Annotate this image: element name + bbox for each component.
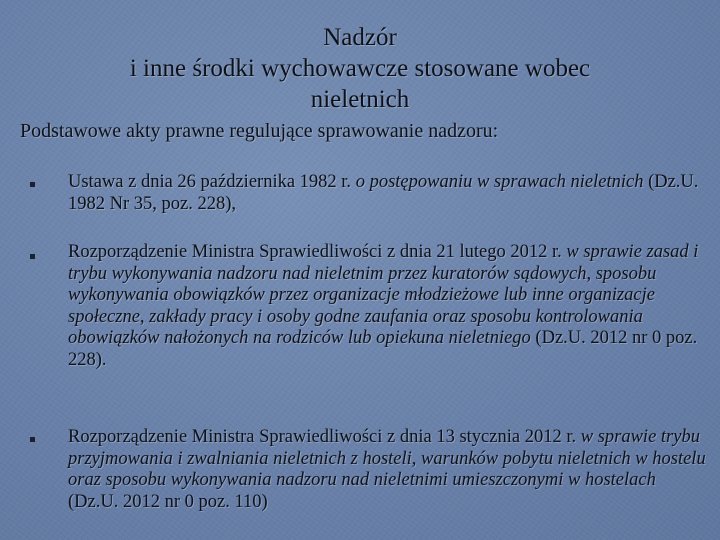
- bullet-text-plain: (Dz.U. 1982 Nr 35, poz. 228),: [68, 172, 699, 214]
- bullet-text-plain: Rozporządzenie Ministra Sprawiedliwości z dnia 13 stycznia 2012 r.: [68, 427, 581, 447]
- slide-title: [60, 22, 660, 115]
- bullet-text-italic: w sprawie trybu przyjmowania i zwalniania nieletnich z hosteli, warunków pobytu nieletnich w hostelu oraz sposobu wykonywania nadzoru nad nieletnimi umieszczonymi w hostelach: [68, 427, 706, 490]
- bullet-text-plain: Rozporządzenie Ministra Sprawiedliwości z dnia 21 lutego 2012 r.: [68, 242, 567, 262]
- title-line-2: i inne środki wychowawcze stosowane wobec: [129, 55, 591, 82]
- title-line-1: Nadzór: [323, 24, 397, 51]
- bullet-text-2: [68, 242, 708, 371]
- bullet-text-plain: (Dz.U. 2012 nr 0 poz. 110): [68, 491, 268, 512]
- bullet-text-plain: Ustawa z dnia 26 października 1982 r.: [68, 172, 356, 192]
- bullet-marker-icon: [30, 182, 35, 187]
- title-line-3: nieletnich: [310, 86, 410, 113]
- bullet-text-italic: w sprawie zasad i trybu wykonywania nadzoru nad nieletnim przez kuratorów sądowych, sposobu wykonywania obowiązków przez organizacje młodzieżowe lub inne organizacje społeczne, zakłady pracy i osoby godne zaufania oraz sposobu kontrolowania obowiązków nałożonych na rodziców lub opiekuna nieletniego: [68, 242, 699, 348]
- bullet-text-3: [68, 427, 708, 513]
- bullet-text-plain: (Dz.U. 2012 nr 0 poz. 228).: [68, 328, 698, 370]
- bullet-marker-icon: [30, 254, 35, 259]
- slide-subtitle: Podstawowe akty prawne regulujące sprawowanie nadzoru:: [20, 120, 499, 142]
- bullet-text-italic: o postępowaniu w sprawach nieletnich: [355, 172, 644, 192]
- bullet-text-1: [68, 172, 708, 215]
- bullet-marker-icon: [30, 437, 35, 442]
